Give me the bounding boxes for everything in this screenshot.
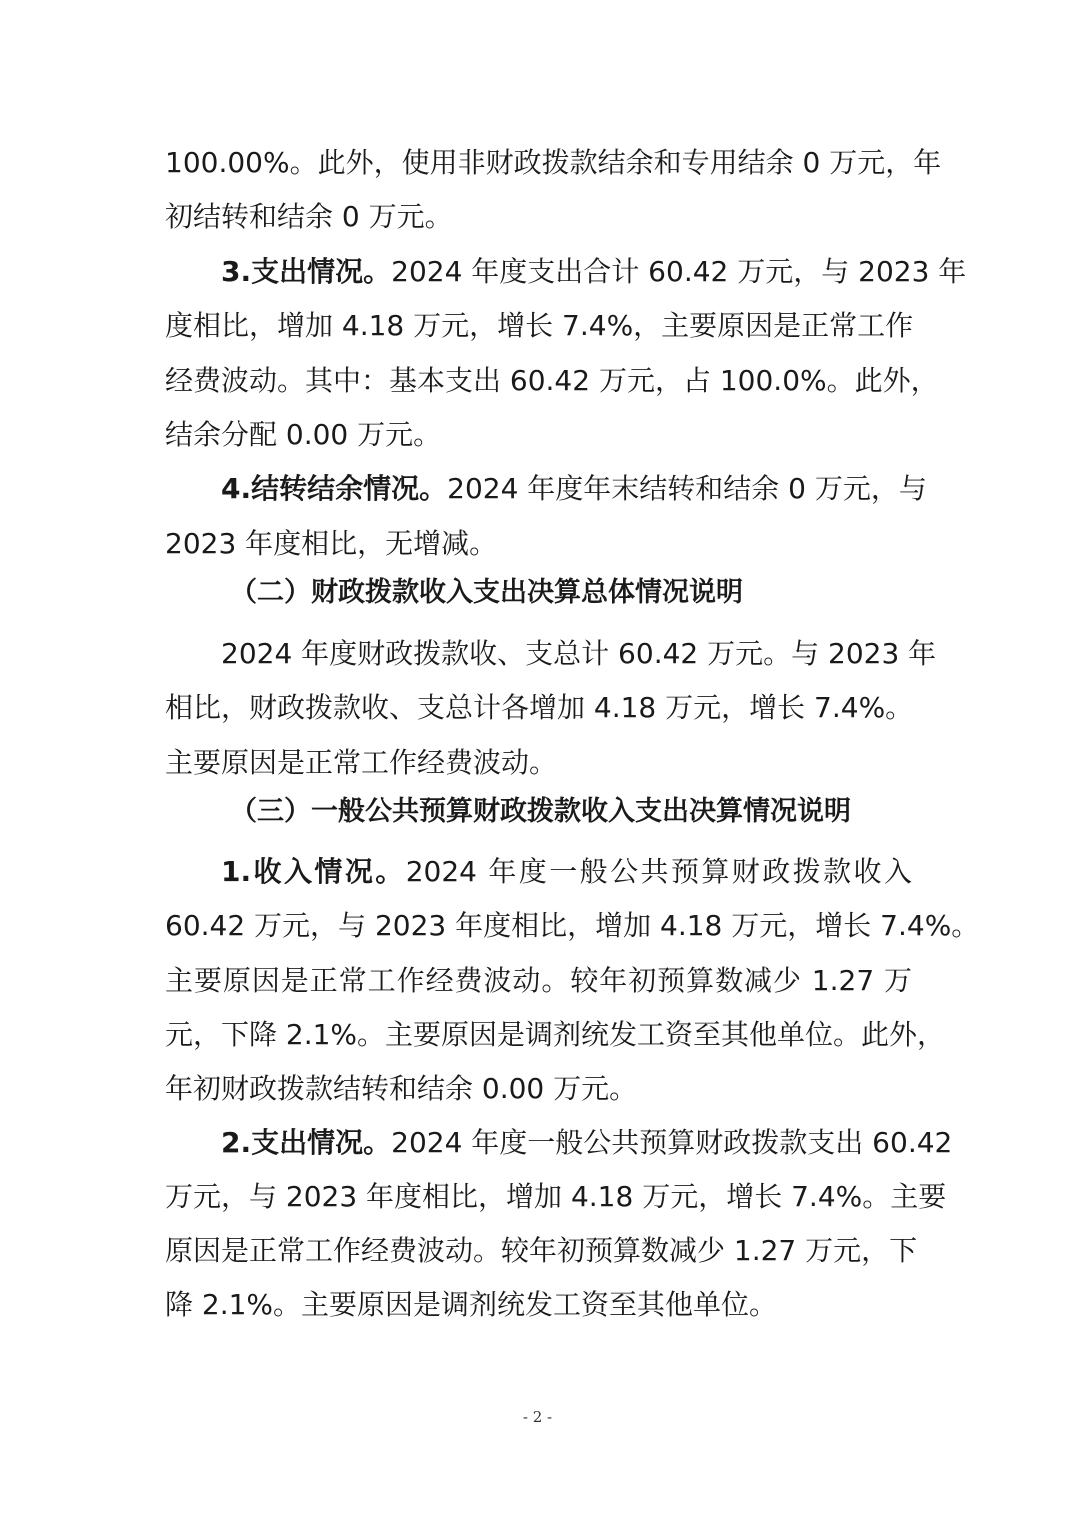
text-line: 万元，与 2023 年度相比，增加 4.18 万元，增长 7.4%。主要 bbox=[165, 1180, 947, 1213]
text-line: 降 2.1%。主要原因是调剂统发工资至其他单位。 bbox=[165, 1288, 778, 1321]
text-line bbox=[221, 1123, 953, 1163]
text-line: 60.42 万元，与 2023 年度相比，增加 4.18 万元，增长 7.4%。 bbox=[165, 909, 980, 942]
text-line bbox=[221, 852, 912, 892]
section-lead: 1.收入情况。 bbox=[221, 855, 406, 888]
section-lead: 2.支出情况。 bbox=[221, 1126, 392, 1159]
text-line: 结余分配 0.00 万元。 bbox=[165, 418, 442, 451]
section-heading: （二）财政拨款收入支出决算总体情况说明 bbox=[230, 577, 743, 608]
page-number: - 2 - bbox=[522, 1408, 553, 1426]
text-line: 元，下降 2.1%。主要原因是调剂统发工资至其他单位。此外， bbox=[165, 1018, 946, 1051]
text-line: 主要原因是正常工作经费波动。较年初预算数减少 1.27 万 bbox=[165, 964, 912, 997]
text-line: 度相比，增加 4.18 万元，增长 7.4%，主要原因是正常工作 bbox=[165, 309, 914, 342]
text: 2024 年度支出合计 60.42 万元，与 2023 年 bbox=[391, 255, 967, 288]
text-line: 100.00%。此外，使用非财政拨款结余和专用结余 0 万元，年 bbox=[165, 146, 942, 179]
text: 2024 年度一般公共预算财政拨款收入 bbox=[405, 855, 912, 888]
text-line: 经费波动。其中：基本支出 60.42 万元，占 100.0%。此外， bbox=[165, 364, 939, 397]
text-line: 2024 年度财政拨款收、支总计 60.42 万元。与 2023 年 bbox=[221, 637, 937, 670]
text: 2024 年度年末结转和结余 0 万元，与 bbox=[447, 472, 927, 505]
text-line: 初结转和结余 0 万元。 bbox=[165, 200, 453, 233]
text-line: 主要原因是正常工作经费波动。 bbox=[165, 746, 558, 779]
text-line bbox=[221, 252, 967, 292]
text-line bbox=[221, 469, 927, 509]
text: 2024 年度一般公共预算财政拨款支出 60.42 bbox=[391, 1126, 953, 1159]
section-lead: 4.结转结余情况。 bbox=[221, 472, 448, 505]
section-heading: （三）一般公共预算财政拨款收入支出决算情况说明 bbox=[230, 796, 851, 827]
text-line: 原因是正常工作经费波动。较年初预算数减少 1.27 万元，下 bbox=[165, 1234, 918, 1267]
text-line: 相比，财政拨款收、支总计各增加 4.18 万元，增长 7.4%。 bbox=[165, 691, 914, 724]
text-line: 年初财政拨款结转和结余 0.00 万元。 bbox=[165, 1072, 638, 1105]
text-line: 2023 年度相比，无增减。 bbox=[165, 527, 498, 560]
section-lead: 3.支出情况。 bbox=[221, 255, 392, 288]
